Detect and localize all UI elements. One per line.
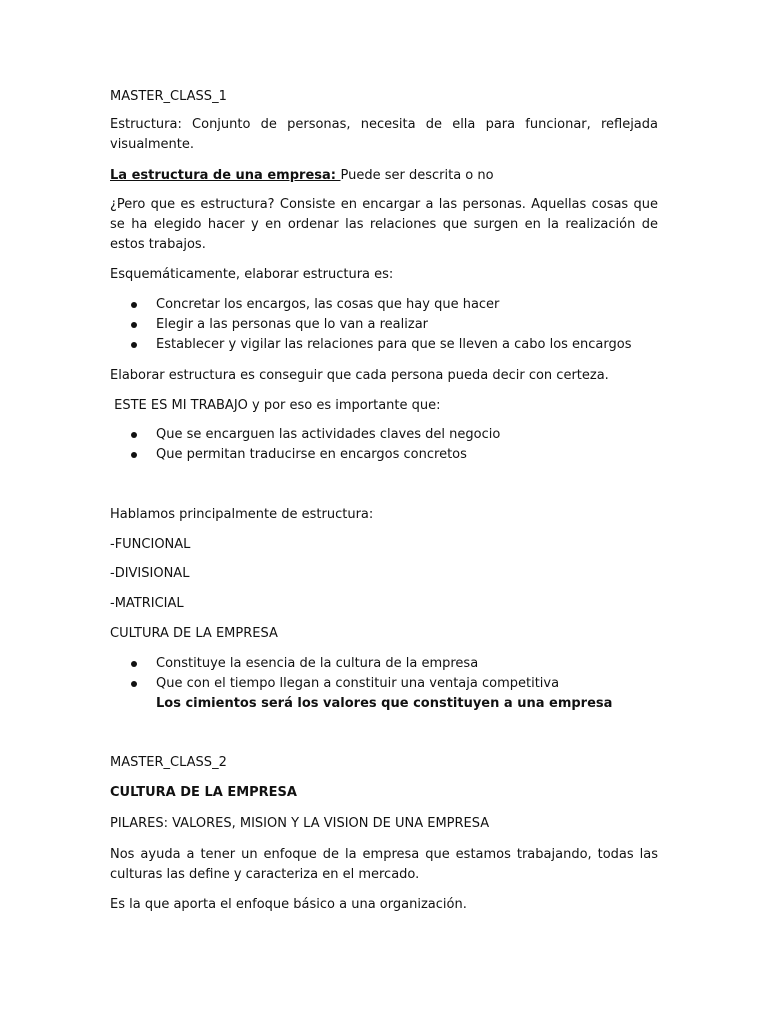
bullet-icon — [131, 661, 137, 667]
paragraph-este-es-mi-trabajo: ESTE ES MI TRABAJO y por eso es importante que: — [110, 398, 441, 413]
paragraph-elaborar-estructura: Elaborar estructura es conseguir que cada persona pueda decir con certeza. — [110, 368, 609, 383]
bullet-icon — [131, 452, 137, 458]
paragraph-pilares: PILARES: VALORES, MISION Y LA VISION DE UNA EMPRESA — [110, 816, 490, 831]
bullet-icon — [131, 302, 137, 308]
paragraph-cultura-empresa: CULTURA DE LA EMPRESA — [110, 626, 278, 641]
structure-type-matricial: -MATRICIAL — [110, 596, 184, 611]
text-estructura-empresa: Puede ser descrita o no — [340, 168, 494, 183]
heading-master-class-2: MASTER_CLASS_2 — [110, 755, 227, 770]
structure-type-divisional: -DIVISIONAL — [110, 566, 190, 581]
list-item: Concretar los encargos, las cosas que hay que hacer — [156, 297, 500, 312]
paragraph-estructura-definition: Estructura: Conjunto de personas, necesita de ella para funcionar, reflejada visualmente. — [110, 117, 658, 152]
paragraph-cimientos: Los cimientos será los valores que constituyen a una empresa — [156, 696, 613, 711]
list-item: Constituye la esencia de la cultura de la empresa — [156, 656, 479, 671]
heading-master-class-1: MASTER_CLASS_1 — [110, 89, 227, 104]
paragraph-estructura-empresa — [110, 166, 658, 186]
bullet-icon — [131, 681, 137, 687]
list-item: Que permitan traducirse en encargos concretos — [156, 447, 467, 462]
bullet-icon — [131, 322, 137, 328]
paragraph-hablamos: Hablamos principalmente de estructura: — [110, 507, 374, 522]
paragraph-que-es-estructura: ¿Pero que es estructura? Consiste en encargar a las personas. Aquellas cosas que se ha elegido hacer y en ordenar las relaciones que surgen en la realización de estos trabajos. — [110, 197, 658, 252]
paragraph-enfoque: Nos ayuda a tener un enfoque de la empresa que estamos trabajando, todas las culturas las define y caracteriza en el mercado. — [110, 847, 658, 882]
structure-type-funcional: -FUNCIONAL — [110, 537, 191, 552]
heading-cultura-empresa: CULTURA DE LA EMPRESA — [110, 785, 297, 800]
list-item: Elegir a las personas que lo van a realizar — [156, 317, 429, 332]
list-item: Que se encarguen las actividades claves del negocio — [156, 427, 501, 442]
paragraph-esquematicamente: Esquemáticamente, elaborar estructura es: — [110, 267, 394, 282]
paragraph-enfoque-basico: Es la que aporta el enfoque básico a una organización. — [110, 897, 467, 912]
bullet-icon — [131, 342, 137, 348]
bullet-icon — [131, 432, 137, 438]
list-item: Establecer y vigilar las relaciones para que se lleven a cabo los encargos — [156, 337, 632, 352]
list-item: Que con el tiempo llegan a constituir una ventaja competitiva — [156, 676, 560, 691]
label-estructura-empresa: La estructura de una empresa: — [110, 168, 341, 183]
